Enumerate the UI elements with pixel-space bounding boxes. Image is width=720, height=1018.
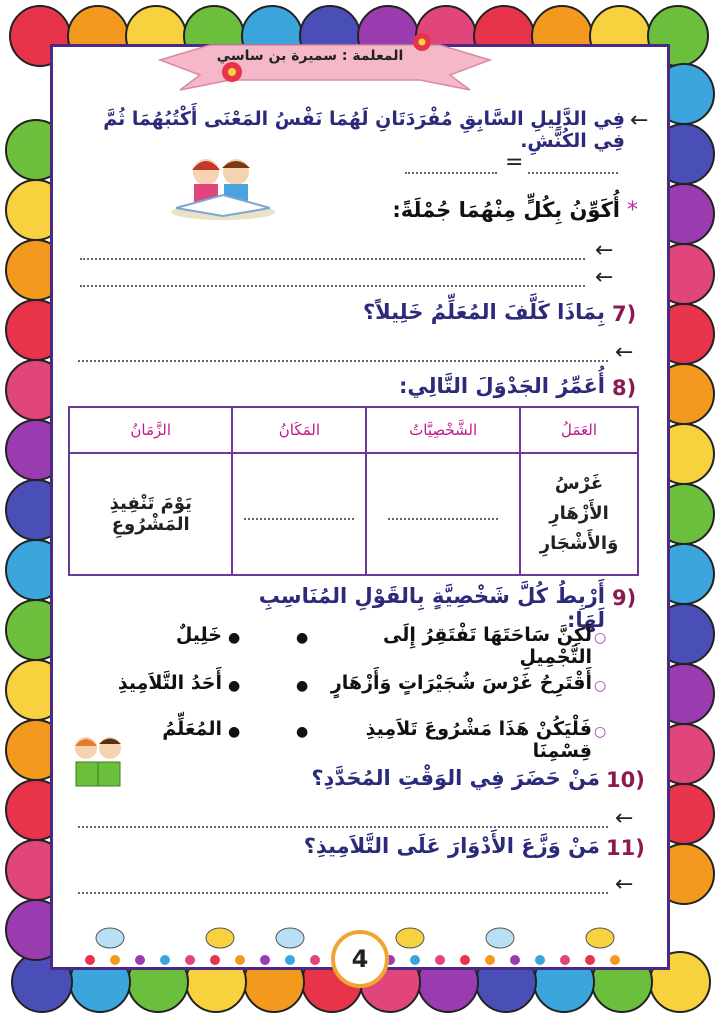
flower-dot	[560, 955, 570, 965]
fairy-figure	[396, 928, 424, 948]
kids-book-illustration	[66, 734, 130, 790]
flower-dot	[610, 955, 620, 965]
sentences-prompt: أُكَوِّنُ بِكُلٍّ مِنْهُمَا جُمْلَةً:	[392, 198, 620, 222]
flower-dot	[510, 955, 520, 965]
flower-dot	[285, 955, 295, 965]
work-line-3: وَالأَشْجَارِ	[539, 533, 619, 554]
flower-dot	[310, 955, 320, 965]
header-time: الزَّمَانُ	[69, 407, 232, 453]
fairy-figure	[586, 928, 614, 948]
flower-dot	[460, 955, 470, 965]
flower-dot	[235, 955, 245, 965]
q10-number: 10)	[606, 768, 645, 792]
synonym-blank-1[interactable]	[528, 172, 618, 174]
quote-2-match-dot[interactable]: ●	[296, 678, 309, 694]
flower-dot	[535, 955, 545, 965]
quote-3-circle-bullet: ○	[594, 724, 607, 740]
cell-time: يَوْمَ تَنْفِيذِ المَشْرُوعِ	[69, 453, 232, 575]
flower-dot	[185, 955, 195, 965]
character-2: أَحَدُ التَّلاَمِيذِ	[117, 672, 222, 694]
flower-dot	[210, 955, 220, 965]
flower-dot	[260, 955, 270, 965]
q7-arrow: ←	[615, 340, 634, 365]
quote-1-match-dot[interactable]: ●	[296, 630, 309, 646]
header-place: المَكَانُ	[232, 407, 366, 453]
instruction-text: فِي الدَّلِيلِ السَّابِقِ مُفْرَدَتَانِ لَهُمَا نَفْسُ المَعْنَى أَكْتُبُهُمَا ثُمَّ فِي الكُنَّشِ.	[103, 108, 625, 152]
cell-place[interactable]	[232, 453, 366, 575]
character-2-match-dot[interactable]: ●	[228, 678, 241, 694]
flower-dot	[410, 955, 420, 965]
q10-text: مَنْ حَضَرَ فِي الوَقْتِ المُحَدَّدِ؟	[311, 766, 600, 790]
header-work: العَمَلُ	[520, 407, 638, 453]
sentence-1-blank[interactable]	[80, 258, 585, 260]
flower-dot	[110, 955, 120, 965]
synonym-blank-2[interactable]	[405, 172, 497, 174]
flower-dot	[160, 955, 170, 965]
sentence-2-blank[interactable]	[80, 285, 585, 287]
flower-dot	[485, 955, 495, 965]
fairy-figure	[96, 928, 124, 948]
q10-answer-blank[interactable]	[78, 826, 608, 828]
q8-number: 8)	[612, 376, 637, 400]
q11-arrow: ←	[615, 872, 634, 897]
page-number: 4	[331, 930, 389, 988]
sentence-1-arrow: ←	[595, 238, 614, 263]
character-1-match-dot[interactable]: ●	[228, 630, 241, 646]
flower-dot	[85, 955, 95, 965]
q11-number: 11)	[606, 836, 645, 860]
q9-text: أَرْبِطُ كُلَّ شَخْصِيَّةٍ بِالقَوْلِ المُنَاسِبِ لَهَا:	[258, 584, 605, 632]
fairy-figure	[206, 928, 234, 948]
header-characters: الشَّخْصِيَّاتُ	[366, 407, 520, 453]
character-3: المُعَلِّمُ	[162, 718, 222, 740]
equals-sign: =	[505, 150, 524, 175]
character-1: خَلِيلٌ	[175, 624, 222, 646]
fairy-figure	[276, 928, 304, 948]
work-line-1: غَرْسُ	[554, 473, 604, 494]
fairy-figure	[486, 928, 514, 948]
quote-3-match-dot[interactable]: ●	[296, 724, 309, 740]
flower-dot	[135, 955, 145, 965]
q7-text: بِمَاذَا كَلَّفَ المُعَلِّمُ خَلِيلاً؟	[362, 300, 605, 324]
work-line-2: الأَزْهَارِ	[549, 503, 609, 524]
q11-answer-blank[interactable]	[78, 892, 608, 894]
q8-text: أُعَمِّرُ الجَدْوَلَ التَّالِي:	[398, 374, 605, 398]
cell-characters[interactable]	[366, 453, 520, 575]
flower-dot	[585, 955, 595, 965]
teacher-name: المعلمة : سميرة بن ساسي	[216, 48, 404, 64]
character-3-match-dot[interactable]: ●	[228, 724, 241, 740]
q11-text: مَنْ وَزَّعَ الأَدْوَارَ عَلَى التَّلاَمِيذِ؟	[303, 834, 600, 858]
q7-answer-blank[interactable]	[78, 360, 608, 362]
flower-dot	[435, 955, 445, 965]
quote-2: أَقْتَرِحُ غَرْسَ شُجَيْرَاتٍ وَأَزْهَارٍ	[330, 672, 592, 694]
quote-2-circle-bullet: ○	[594, 678, 607, 694]
q10-arrow: ←	[615, 806, 634, 831]
sentence-2-arrow: ←	[595, 265, 614, 290]
asterisk: *	[627, 198, 638, 223]
q9-number: 9)	[612, 586, 637, 610]
children-reading-illustration	[168, 150, 278, 225]
quote-1: لَكِنَّ سَاحَتَهَا تَفْتَقِرُ إِلَى التَّجْمِيلِ	[383, 624, 592, 668]
info-table	[68, 406, 639, 576]
instruction-arrow: ←	[630, 108, 649, 133]
quote-3: فَلْيَكُنْ هَذَا مَشْرُوعَ تَلاَمِيذِ قِسْمِنَا	[365, 718, 592, 762]
cell-work	[520, 453, 638, 575]
q7-number: 7)	[612, 302, 637, 326]
quote-1-circle-bullet: ○	[594, 630, 607, 646]
